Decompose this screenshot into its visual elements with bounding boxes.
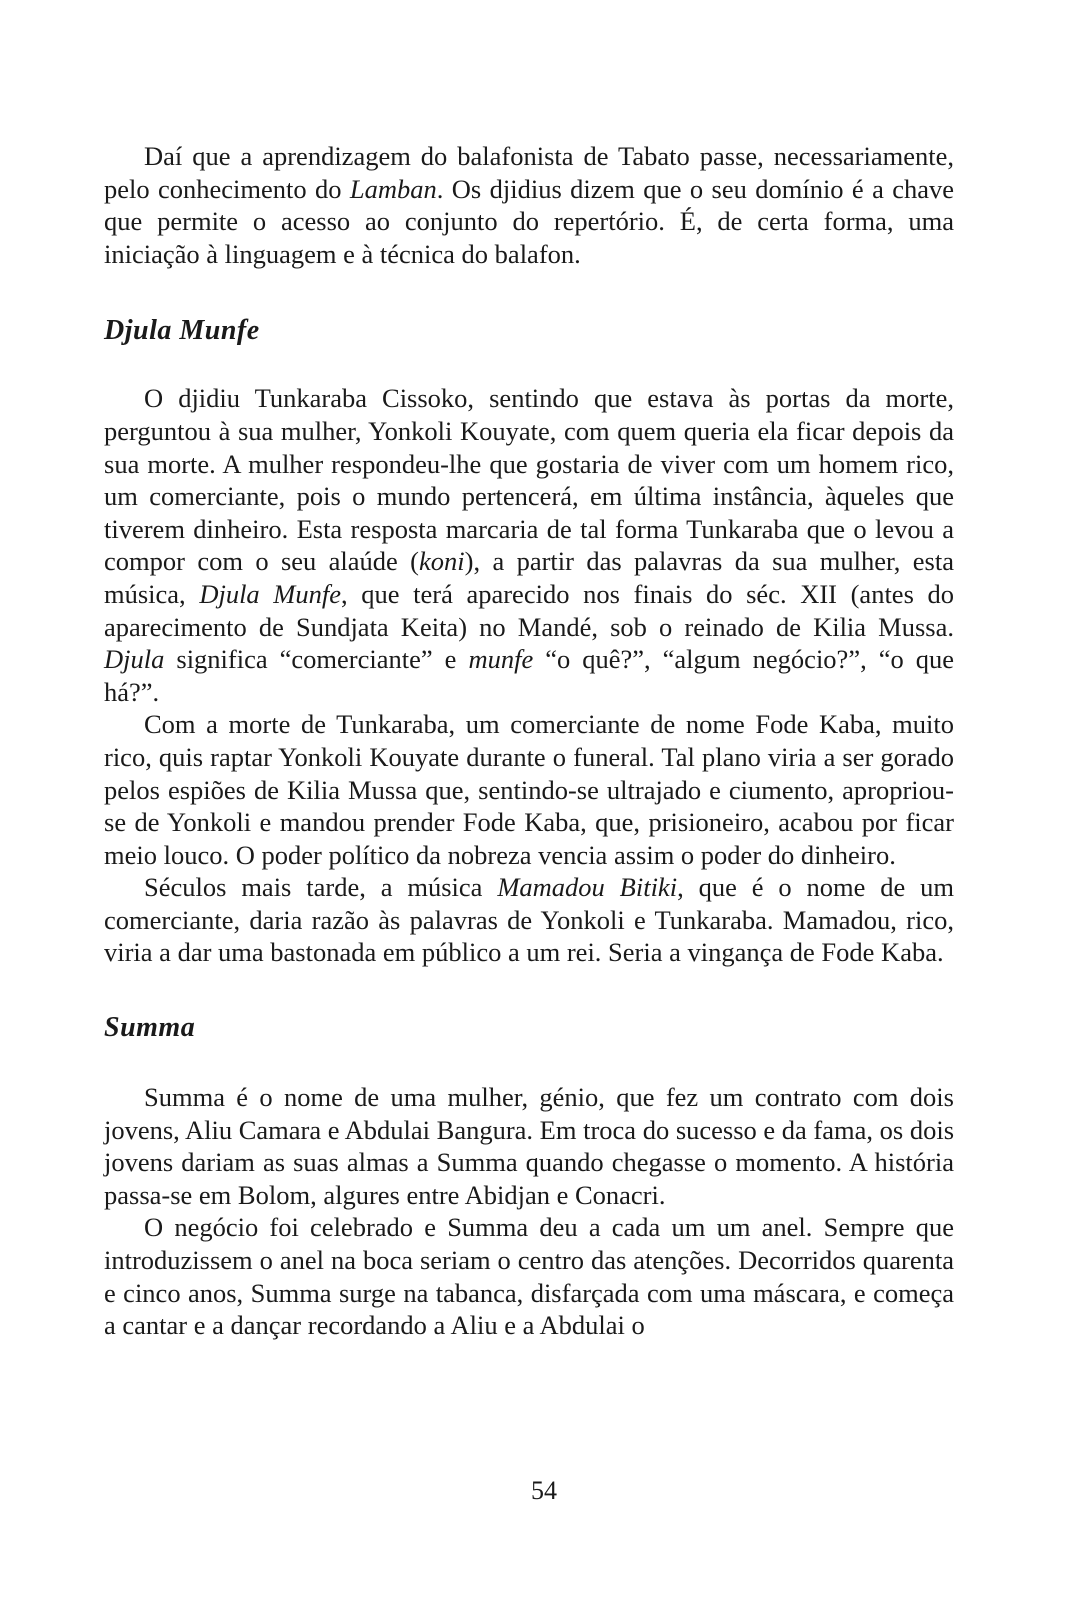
page-body <box>104 140 954 1342</box>
text-run: , que é o nome de um comerciante, daria razão às palavras de Yonkoli e Tunkaraba. Mamadou, rico, viria a dar uma bastonada em público a um rei. Seria a vingança de Fode Kaba. <box>104 872 954 968</box>
summa-paragraph-1: Summa é o nome de uma mulher, génio, que fez um contrato com dois jovens, Aliu Camara e Abdulai Bangura. Em troca do sucesso e da fama, os dois jovens dariam as suas almas a Summa quando chegasse o momento. A história passa-se em Bolom, algures entre Abidjan e Conacri. <box>104 1082 955 1210</box>
text-run: ), a partir das palavras da sua mulher, esta música, <box>104 546 954 609</box>
page-number: 54 <box>531 1476 557 1505</box>
text-run: , que terá aparecido nos finais do séc. XII (antes do aparecimento de Sundjata Keita) no Mandé, sob o reinado de Kilia Mussa. <box>104 578 955 642</box>
italic-term: Djula <box>104 644 165 675</box>
intro-paragraph <box>104 140 954 270</box>
italic-term: Mamadou Bitiki <box>497 872 678 903</box>
text-run: . Os djidius dizem que o seu domínio é a chave que permite o acesso ao conjunto do repertório. É, de certa forma, uma iniciação à linguagem e à técnica do balafon. <box>104 173 954 269</box>
text-run: Daí que a aprendizagem do balafonista de Tabato passe, necessariamente, pelo conhecimento do <box>104 141 954 204</box>
text-run: “o quê?”, “algum negócio?”, “o que há?”. <box>104 644 954 707</box>
summa-paragraph-2: O negócio foi celebrado e Summa deu a cada um um anel. Sempre que introduzissem o anel na boca seriam o centro das atenções. Decorridos quarenta e cinco anos, Summa surge na tabanca, disfarçada com uma máscara, e começa a cantar e a dançar recordando a Aliu e a Abdulai o <box>104 1212 954 1341</box>
djula-paragraph-3 <box>104 871 954 969</box>
djula-paragraph-2: Com a morte de Tunkaraba, um comerciante de nome Fode Kaba, muito rico, quis raptar Yonkoli Kouyate durante o funeral. Tal plano viria a ser gorado pelos espiões de Kilia Mussa que, sentindo-se ultrajado e ciumento, apropriou-se de Yonkoli e mandou prender Fode Kaba, que, prisioneiro, acabou por ficar meio louco. O poder político da nobreza vencia assim o poder do dinheiro. <box>104 709 954 870</box>
text-run: O djidiu Tunkaraba Cissoko, sentindo que estava às portas da morte, perguntou à sua mulher, Yonkoli Kouyate, com quem queria ela ficar depois da sua morte. A mulher respondeu-lhe que gostaria de viver com um homem rico, um comerciante, pois o mundo pertencerá, em última instância, àqueles que tiverem dinheiro. Esta resposta marcaria de tal forma Tunkaraba que o levou a compor com o seu alaúde ( <box>104 383 954 577</box>
section-heading-summa: Summa <box>104 1012 196 1044</box>
italic-term: koni <box>419 546 465 577</box>
italic-term: munfe <box>468 644 534 675</box>
italic-term: Lamban <box>349 173 437 204</box>
text-run: significa “comerciante” e <box>164 644 469 675</box>
section-heading-djula-munfe: Djula Munfe <box>104 315 260 347</box>
djula-paragraph-1 <box>104 382 954 708</box>
text-run: Séculos mais tarde, a música <box>144 872 498 903</box>
italic-term: Djula Munfe <box>199 578 341 609</box>
